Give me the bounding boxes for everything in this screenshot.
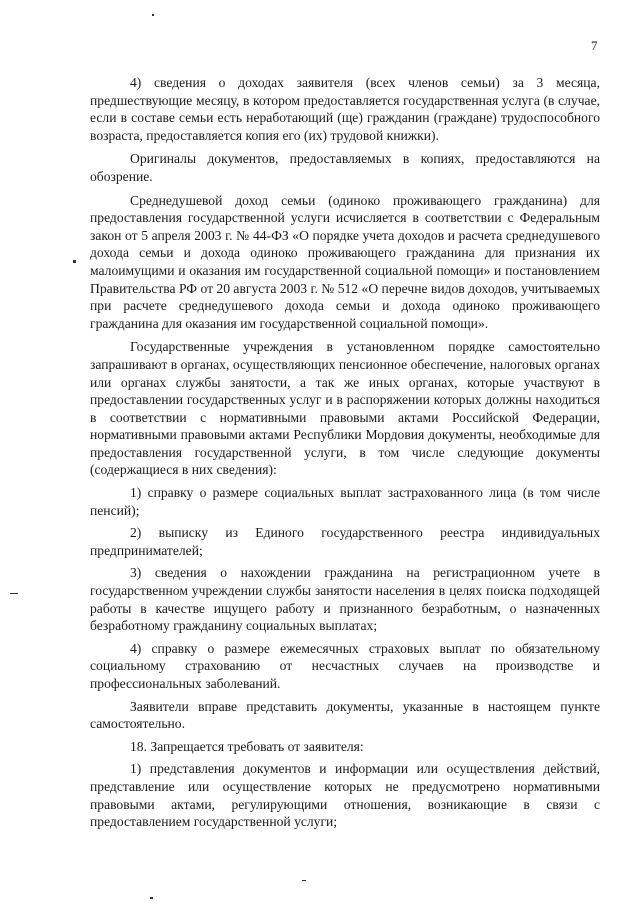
paragraph-originals: Оригиналы документов, предоставляемых в копиях, предоставляются на обозрение. xyxy=(90,151,600,184)
scan-speck xyxy=(150,897,153,899)
paragraph-item-1-pension: 1) справку о размере социальных выплат застрахованного лица (в том числе пенсий); xyxy=(90,485,600,518)
paragraph-item-4-insurance: 4) справку о размере ежемесячных страховых выплат по обязательному социальному страхованию от несчастных случаев на производстве и профессиональных заболеваний. xyxy=(90,640,600,691)
page-number: 7 xyxy=(591,38,598,53)
scan-speck xyxy=(73,260,76,263)
paragraph-income-info: 4) сведения о доходах заявителя (всех членов семьи) за 3 месяца, предшествующие месяцу, в котором предоставляется государственная услуга (в случае, если в составе семьи есть неработающий (ще) гражданин (граждане) трудоспособного возраста, предоставляется копия его (их) трудовой книжки). xyxy=(90,75,600,143)
paragraph-section-18-item-1: 1) представления документов и информации или осуществления действий, представление или осуществление которых не предусмотрено нормативными правовыми актами, регулирующими отношения, возникающие в связи с предоставлением государственной услуги; xyxy=(90,761,600,830)
scan-speck xyxy=(10,593,18,594)
paragraph-state-institutions: Государственные учреждения в установленном порядке самостоятельно запрашивают в органах, осуществляющих пенсионное обеспечение, налоговых органах или органах службы занятости, а так же иных органах, которые участвуют в предоставлении государственных услуг и в распоряжении которых должны находиться в соответствии с нормативными правовыми актами Российской Федерации, нормативными правовыми актами Республики Мордовия документы, необходимые для предоставления государственной услуги, в том числе следующие документы (содержащиеся в них сведения): xyxy=(90,339,600,478)
paragraph-applicants-right: Заявители вправе представить документы, указанные в настоящем пункте самостоятельно. xyxy=(90,698,600,732)
paragraph-section-18: 18. Запрещается требовать от заявителя: xyxy=(130,738,364,754)
paragraph-average-income: Среднедушевой доход семьи (одиноко проживающего гражданина) для предоставления государственной услуги исчисляется в соответствии с Федеральным закон от 5 апреля 2003 г. № 44-ФЗ «О порядке учета доходов и расчета среднедушевого дохода семьи и дохода одиноко проживающего гражданина для признания их малоимущими и оказания им государственной социальной помощи» и постановлением Правительства РФ от 20 августа 2003 г. № 512 «О перечне видов доходов, учитываемых при расчете среднедушевого дохода семьи и дохода одиноко проживающего гражданина для оказания им государственной социальной помощи». xyxy=(90,192,600,331)
document-body xyxy=(90,74,600,836)
paragraph-item-2-registry: 2) выписку из Единого государственного реестра индивидуальных предпринимателей; xyxy=(90,525,600,558)
scan-speck xyxy=(302,880,306,881)
paragraph-item-3-employment: 3) сведения о нахождении гражданина на регистрационном учете в государственном учреждении службы занятости населения в целях поиска подходящей работы в качестве ищущего работу и признанного безработным, о назначенных безработному гражданину социальных выплатах; xyxy=(90,565,600,634)
scan-speck xyxy=(152,14,154,16)
